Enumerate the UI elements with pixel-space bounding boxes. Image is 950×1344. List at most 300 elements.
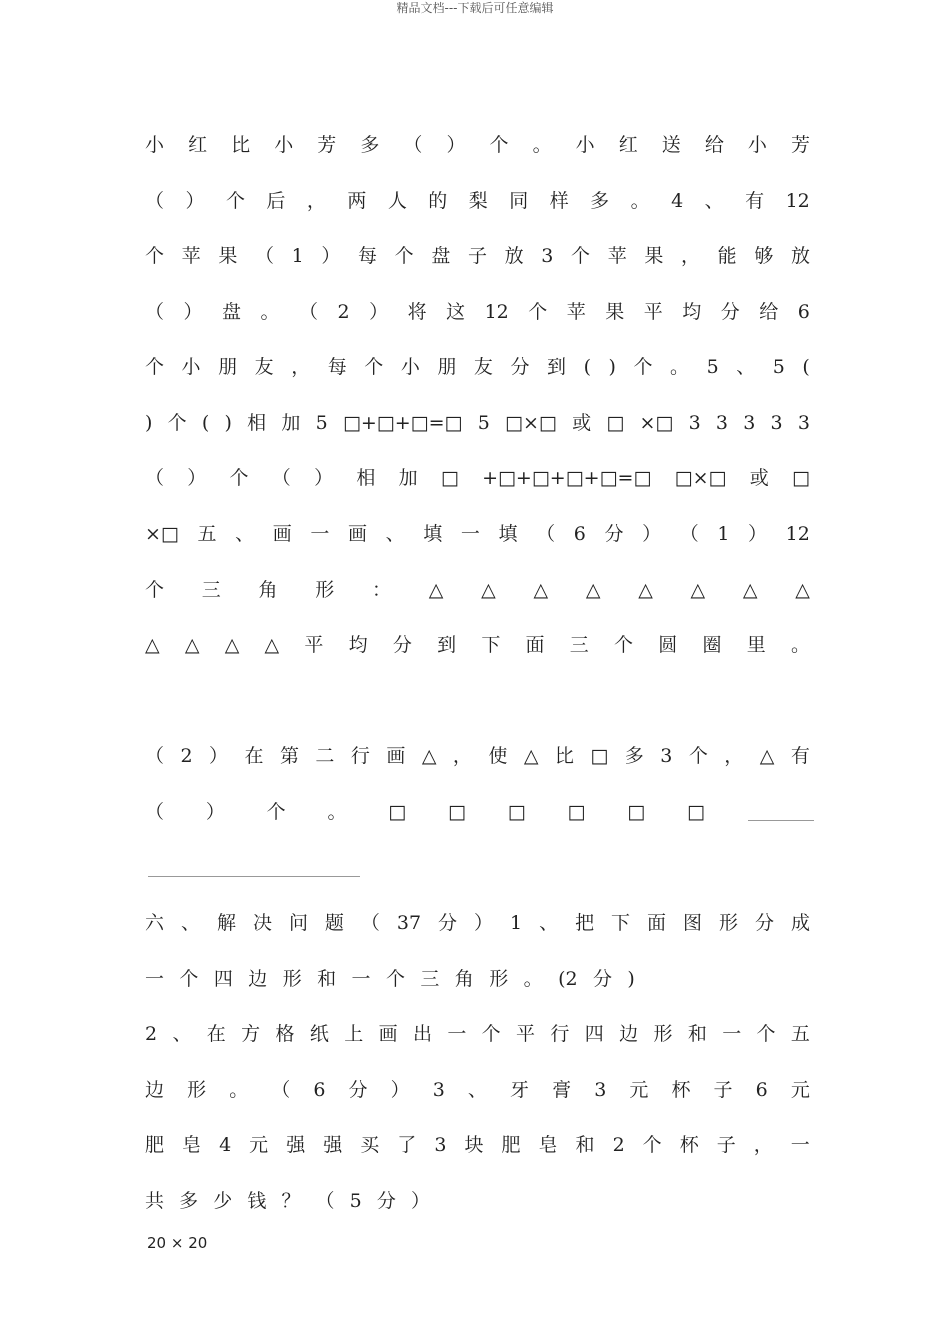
text-line-16 xyxy=(145,1076,810,1104)
text-token: 皂 xyxy=(182,1134,202,1156)
text-token: 了 xyxy=(397,1134,417,1156)
text-token: △ xyxy=(690,579,706,601)
text-token: 在 xyxy=(244,745,264,767)
text-token: 四 xyxy=(213,968,233,990)
text-token: 盘 xyxy=(431,245,451,267)
text-token: 小 xyxy=(181,356,201,378)
text-token: ） xyxy=(748,523,768,545)
text-token: 能 xyxy=(717,245,737,267)
text-token: 果 xyxy=(644,245,664,267)
text-line-14 xyxy=(145,965,635,993)
text-token: （ xyxy=(536,523,556,545)
text-token: □ xyxy=(567,801,586,823)
text-token: 苹 xyxy=(566,301,586,323)
text-token: 给 xyxy=(704,134,724,156)
text-token: 6 xyxy=(313,1079,326,1101)
text-token: 小 xyxy=(145,134,165,156)
text-token: 样 xyxy=(549,190,569,212)
text-line-11 xyxy=(145,742,810,770)
text-token: ） xyxy=(314,467,334,489)
text-token: 里 xyxy=(746,634,766,656)
text-token: ） xyxy=(185,190,205,212)
text-token: 2 xyxy=(337,301,350,323)
text-token: 12 xyxy=(484,301,509,323)
text-token: 形 xyxy=(719,912,739,934)
text-token: △ xyxy=(523,745,539,767)
text-token: ） xyxy=(390,1079,410,1101)
text-line-3 xyxy=(145,242,810,270)
text-token: 六 xyxy=(145,912,165,934)
text-token: 5 xyxy=(477,412,490,434)
text-token: 圈 xyxy=(702,634,722,656)
text-token: 元 xyxy=(249,1134,269,1156)
text-token: 6 xyxy=(573,523,586,545)
text-token: 个 xyxy=(394,245,414,267)
text-token: （ xyxy=(679,523,699,545)
text-token: 一 xyxy=(145,968,165,990)
text-token: 相 xyxy=(356,467,376,489)
text-token: ) xyxy=(627,968,635,990)
text-token: （ xyxy=(145,801,165,823)
text-token: 买 xyxy=(360,1134,380,1156)
text-token: 5 xyxy=(315,412,328,434)
text-token: 给 xyxy=(759,301,779,323)
text-token: 平 xyxy=(304,634,324,656)
text-token: 个 xyxy=(145,356,165,378)
text-token: （ xyxy=(299,301,319,323)
text-token: 多 xyxy=(624,745,644,767)
text-token: 、 xyxy=(736,356,756,378)
text-line-13 xyxy=(145,909,810,937)
text-token: 或 xyxy=(572,412,592,434)
text-token: △ xyxy=(264,634,280,656)
text-token: 3 xyxy=(715,412,728,434)
text-token: 。 xyxy=(229,1079,249,1101)
text-token: 小 xyxy=(575,134,595,156)
text-token: 比 xyxy=(554,745,574,767)
text-token: 形 xyxy=(653,1023,673,1045)
text-token: 角 xyxy=(454,968,474,990)
text-token: △ xyxy=(533,579,549,601)
text-token: ） xyxy=(321,245,341,267)
text-token: 子 xyxy=(467,245,487,267)
text-token: 红 xyxy=(188,134,208,156)
text-token: △ xyxy=(795,579,810,601)
text-token: 个 xyxy=(266,801,286,823)
text-token: 比 xyxy=(231,134,251,156)
text-token: 格 xyxy=(275,1023,295,1045)
text-token: □ xyxy=(590,745,609,767)
text-token: 12 xyxy=(785,523,810,545)
text-token: 后 xyxy=(266,190,286,212)
text-token: ( xyxy=(201,412,210,434)
text-token: △ xyxy=(481,579,496,601)
text-token: ， xyxy=(681,245,701,267)
text-token: △ xyxy=(585,579,601,601)
footnote: 20 × 20 xyxy=(147,1234,208,1252)
text-token: 个 xyxy=(225,190,245,212)
text-token: 强 xyxy=(286,1134,306,1156)
text-token: +□+□+□+□=□ xyxy=(482,467,652,489)
text-token: ， xyxy=(291,356,311,378)
text-token: 边 xyxy=(248,968,268,990)
text-token: 、 xyxy=(180,912,200,934)
text-token: 子 xyxy=(713,1079,733,1101)
text-token: △ xyxy=(742,579,758,601)
text-token: 朋 xyxy=(218,356,238,378)
text-token: 、 xyxy=(385,523,405,545)
text-token: （ xyxy=(271,1079,291,1101)
text-token: 每 xyxy=(358,245,378,267)
text-token: 5 xyxy=(349,1190,362,1212)
text-token: 个 xyxy=(229,467,249,489)
text-token: □ xyxy=(440,467,459,489)
text-token: □+□+□=□ xyxy=(342,412,463,434)
text-token: 形 xyxy=(282,968,302,990)
text-token: ， xyxy=(753,1134,773,1156)
answer-line-long xyxy=(148,876,360,877)
text-token: 分 xyxy=(510,356,530,378)
text-token: 下 xyxy=(481,634,501,656)
text-token: ） xyxy=(183,301,203,323)
text-token: ） xyxy=(187,467,207,489)
text-line-18 xyxy=(145,1187,430,1215)
text-token: 够 xyxy=(754,245,774,267)
text-token: □ xyxy=(627,801,646,823)
text-token: 放 xyxy=(504,245,524,267)
text-token: ， xyxy=(452,745,472,767)
text-token: 。 xyxy=(532,134,552,156)
text-line-10 xyxy=(145,631,810,659)
text-token: 小 xyxy=(400,356,420,378)
text-line-1 xyxy=(145,131,810,159)
text-token: 决 xyxy=(252,912,272,934)
text-token: 放 xyxy=(790,245,810,267)
text-token: ） xyxy=(474,912,494,934)
text-token: 37 xyxy=(396,912,422,934)
text-token: 边 xyxy=(619,1023,639,1045)
text-token: △ xyxy=(145,634,160,656)
text-token: ) xyxy=(608,356,616,378)
text-token: ） xyxy=(642,523,662,545)
text-token: 分 xyxy=(754,912,774,934)
text-token: 的 xyxy=(428,190,448,212)
text-token: 小 xyxy=(747,134,767,156)
text-token: 有 xyxy=(745,190,765,212)
text-token: 下 xyxy=(611,912,631,934)
text-token: 12 xyxy=(785,190,810,212)
text-line-8 xyxy=(145,520,810,548)
text-token: ( xyxy=(583,356,591,378)
text-token: 3 xyxy=(688,412,701,434)
text-token: 元 xyxy=(629,1079,649,1101)
text-token: 。 xyxy=(630,190,650,212)
text-token: 行 xyxy=(350,745,370,767)
text-token: 。 xyxy=(327,801,347,823)
text-token: 5 xyxy=(706,356,719,378)
text-token: 均 xyxy=(348,634,368,656)
text-token: 使 xyxy=(488,745,508,767)
text-token: 3 xyxy=(743,412,756,434)
text-line-5 xyxy=(145,353,810,381)
text-token: ） xyxy=(205,801,225,823)
text-token: △ xyxy=(184,634,200,656)
text-token: 个 xyxy=(145,579,165,601)
text-token: 元 xyxy=(790,1079,810,1101)
text-token: 6 xyxy=(797,301,810,323)
text-token: （ xyxy=(254,245,274,267)
text-token: 。 xyxy=(790,634,810,656)
text-token: ×□ xyxy=(145,523,179,545)
text-token: 解 xyxy=(216,912,236,934)
text-token: 子 xyxy=(716,1134,736,1156)
text-token: （ xyxy=(145,467,165,489)
text-token: 填 xyxy=(498,523,518,545)
text-token: 苹 xyxy=(181,245,201,267)
text-token: 3 xyxy=(432,1079,445,1101)
text-token: 友 xyxy=(254,356,274,378)
text-token: 一 xyxy=(310,523,330,545)
text-token: （ xyxy=(360,912,380,934)
text-token: 二 xyxy=(315,745,335,767)
text-token: 多 xyxy=(360,134,380,156)
text-token: 个 xyxy=(385,968,405,990)
text-token: □ xyxy=(507,801,526,823)
text-token: 均 xyxy=(682,301,702,323)
text-token: 画 xyxy=(386,745,406,767)
text-token: 个 xyxy=(145,245,165,267)
text-token: 一 xyxy=(351,968,371,990)
text-token: 个 xyxy=(179,968,199,990)
text-token: 五 xyxy=(790,1023,810,1045)
text-token: 2 xyxy=(612,1134,625,1156)
text-token: 加 xyxy=(398,467,418,489)
text-token: 或 xyxy=(749,467,769,489)
text-token: 圆 xyxy=(658,634,678,656)
text-token: 出 xyxy=(412,1023,432,1045)
text-token: 边 xyxy=(145,1079,165,1101)
text-token: 芳 xyxy=(317,134,337,156)
text-token: 分 xyxy=(592,968,612,990)
text-token: △ xyxy=(421,745,437,767)
text-token: 皂 xyxy=(538,1134,558,1156)
text-token: 个 xyxy=(528,301,548,323)
text-token: 三 xyxy=(201,579,221,601)
text-token: 杯 xyxy=(679,1134,699,1156)
text-line-12 xyxy=(145,798,705,826)
text-token: 画 xyxy=(272,523,292,545)
text-token: 将 xyxy=(407,301,427,323)
text-token: (2 xyxy=(558,968,578,990)
text-token: △ xyxy=(428,579,444,601)
text-token: 3 xyxy=(770,412,783,434)
text-token: 、 xyxy=(467,1079,487,1101)
text-token: 3 xyxy=(660,745,673,767)
text-token: ( xyxy=(802,356,810,378)
text-token: 、 xyxy=(172,1023,192,1045)
text-token: 和 xyxy=(575,1134,595,1156)
text-token: 第 xyxy=(279,745,299,767)
text-token: 有 xyxy=(790,745,810,767)
text-token: （ xyxy=(271,467,291,489)
text-token: 图 xyxy=(683,912,703,934)
text-token: 分 xyxy=(376,1190,396,1212)
text-token: ） xyxy=(446,134,466,156)
text-token: □ xyxy=(606,412,625,434)
text-token: 人 xyxy=(387,190,407,212)
text-token: 肥 xyxy=(501,1134,521,1156)
text-token: ， xyxy=(724,745,744,767)
text-token: □×□ xyxy=(505,412,557,434)
text-token: ？ xyxy=(281,1190,301,1212)
text-token: 强 xyxy=(323,1134,343,1156)
text-token: 成 xyxy=(790,912,810,934)
text-token: 1 xyxy=(291,245,304,267)
text-token: 肥 xyxy=(145,1134,165,1156)
text-token: 把 xyxy=(575,912,595,934)
text-token: 2 xyxy=(145,1023,158,1045)
text-token: 分 xyxy=(392,634,412,656)
text-token: 、 xyxy=(539,912,559,934)
text-token: 同 xyxy=(509,190,529,212)
text-token: 共 xyxy=(145,1190,165,1212)
text-token: （ xyxy=(145,745,165,767)
text-token: 3 xyxy=(541,245,554,267)
text-token: 2 xyxy=(180,745,193,767)
text-token: 到 xyxy=(437,634,457,656)
text-token: 多 xyxy=(179,1190,199,1212)
text-token: 五 xyxy=(197,523,217,545)
text-token: 。 xyxy=(260,301,280,323)
text-token: △ xyxy=(224,634,240,656)
text-token: 个 xyxy=(571,245,591,267)
text-token: 平 xyxy=(643,301,663,323)
text-token: （ xyxy=(315,1190,335,1212)
text-token: 上 xyxy=(344,1023,364,1045)
text-token: ） xyxy=(410,1190,430,1212)
text-line-15 xyxy=(145,1020,810,1048)
text-token: （ xyxy=(145,301,165,323)
text-token: 个 xyxy=(642,1134,662,1156)
text-token: 小 xyxy=(274,134,294,156)
text-token: 分 xyxy=(438,912,458,934)
text-line-6 xyxy=(145,409,810,437)
text-token: △ xyxy=(638,579,653,601)
text-token: 友 xyxy=(473,356,493,378)
text-token: 形 xyxy=(187,1079,207,1101)
text-token: 。 xyxy=(523,968,543,990)
text-token: ) xyxy=(145,412,153,434)
text-token: ） xyxy=(209,745,229,767)
text-token: 一 xyxy=(790,1134,810,1156)
text-token: 个 xyxy=(756,1023,776,1045)
text-token: 朋 xyxy=(437,356,457,378)
text-token: □ xyxy=(388,801,407,823)
text-token: 角 xyxy=(258,579,278,601)
text-token: ×□ xyxy=(639,412,674,434)
text-token: 平 xyxy=(516,1023,536,1045)
text-token: 6 xyxy=(755,1079,768,1101)
text-token: 一 xyxy=(722,1023,742,1045)
text-token: 分 xyxy=(348,1079,368,1101)
text-token: 膏 xyxy=(552,1079,572,1101)
text-token: 3 xyxy=(594,1079,607,1101)
text-token: 面 xyxy=(525,634,545,656)
text-token: 和 xyxy=(317,968,337,990)
text-token: 加 xyxy=(281,412,301,434)
text-token: 个 xyxy=(364,356,384,378)
text-token: 3 xyxy=(434,1134,447,1156)
text-token: □ xyxy=(448,801,466,823)
answer-line-short xyxy=(748,820,814,821)
text-token: 分 xyxy=(720,301,740,323)
text-line-17 xyxy=(145,1131,810,1159)
text-token: 。 xyxy=(670,356,690,378)
text-token: 这 xyxy=(446,301,466,323)
text-token: 题 xyxy=(324,912,344,934)
text-token: 方 xyxy=(241,1023,261,1045)
text-token: 多 xyxy=(590,190,610,212)
text-token: 少 xyxy=(213,1190,233,1212)
text-token: 面 xyxy=(647,912,667,934)
text-token: 苹 xyxy=(607,245,627,267)
text-token: 四 xyxy=(584,1023,604,1045)
text-token: 画 xyxy=(347,523,367,545)
text-token: 、 xyxy=(704,190,724,212)
text-token: □ xyxy=(792,467,810,489)
text-token: 盘 xyxy=(222,301,242,323)
text-token: 一 xyxy=(460,523,480,545)
text-token: ) xyxy=(224,412,232,434)
text-token: 纸 xyxy=(309,1023,329,1045)
text-token: 红 xyxy=(618,134,638,156)
text-token: 分 xyxy=(604,523,624,545)
text-line-7 xyxy=(145,464,810,492)
text-token: 一 xyxy=(447,1023,467,1045)
text-token: （ xyxy=(145,190,165,212)
text-line-9 xyxy=(145,576,810,604)
text-token: 个 xyxy=(481,1023,501,1045)
text-token: 行 xyxy=(550,1023,570,1045)
text-token: 梨 xyxy=(468,190,488,212)
text-token: 在 xyxy=(206,1023,226,1045)
text-token: ： xyxy=(372,579,392,601)
text-token: □×□ xyxy=(674,467,727,489)
text-token: 每 xyxy=(327,356,347,378)
text-token: 个 xyxy=(688,745,708,767)
text-token: 个 xyxy=(633,356,653,378)
text-token: 个 xyxy=(489,134,509,156)
text-token: 果 xyxy=(605,301,625,323)
text-line-4 xyxy=(145,298,810,326)
text-token: ， xyxy=(306,190,326,212)
text-token: 4 xyxy=(219,1134,232,1156)
text-token: 形 xyxy=(315,579,335,601)
text-token: 个 xyxy=(614,634,634,656)
text-token: 4 xyxy=(671,190,684,212)
text-token: 三 xyxy=(420,968,440,990)
text-token: 块 xyxy=(464,1134,484,1156)
text-token: 芳 xyxy=(790,134,810,156)
text-token: ） xyxy=(369,301,389,323)
text-token: 牙 xyxy=(510,1079,530,1101)
text-token: 个 xyxy=(167,412,187,434)
text-token: 相 xyxy=(247,412,267,434)
text-token: 钱 xyxy=(247,1190,267,1212)
text-token: 5 xyxy=(772,356,785,378)
text-token: 送 xyxy=(661,134,681,156)
text-token: 画 xyxy=(378,1023,398,1045)
